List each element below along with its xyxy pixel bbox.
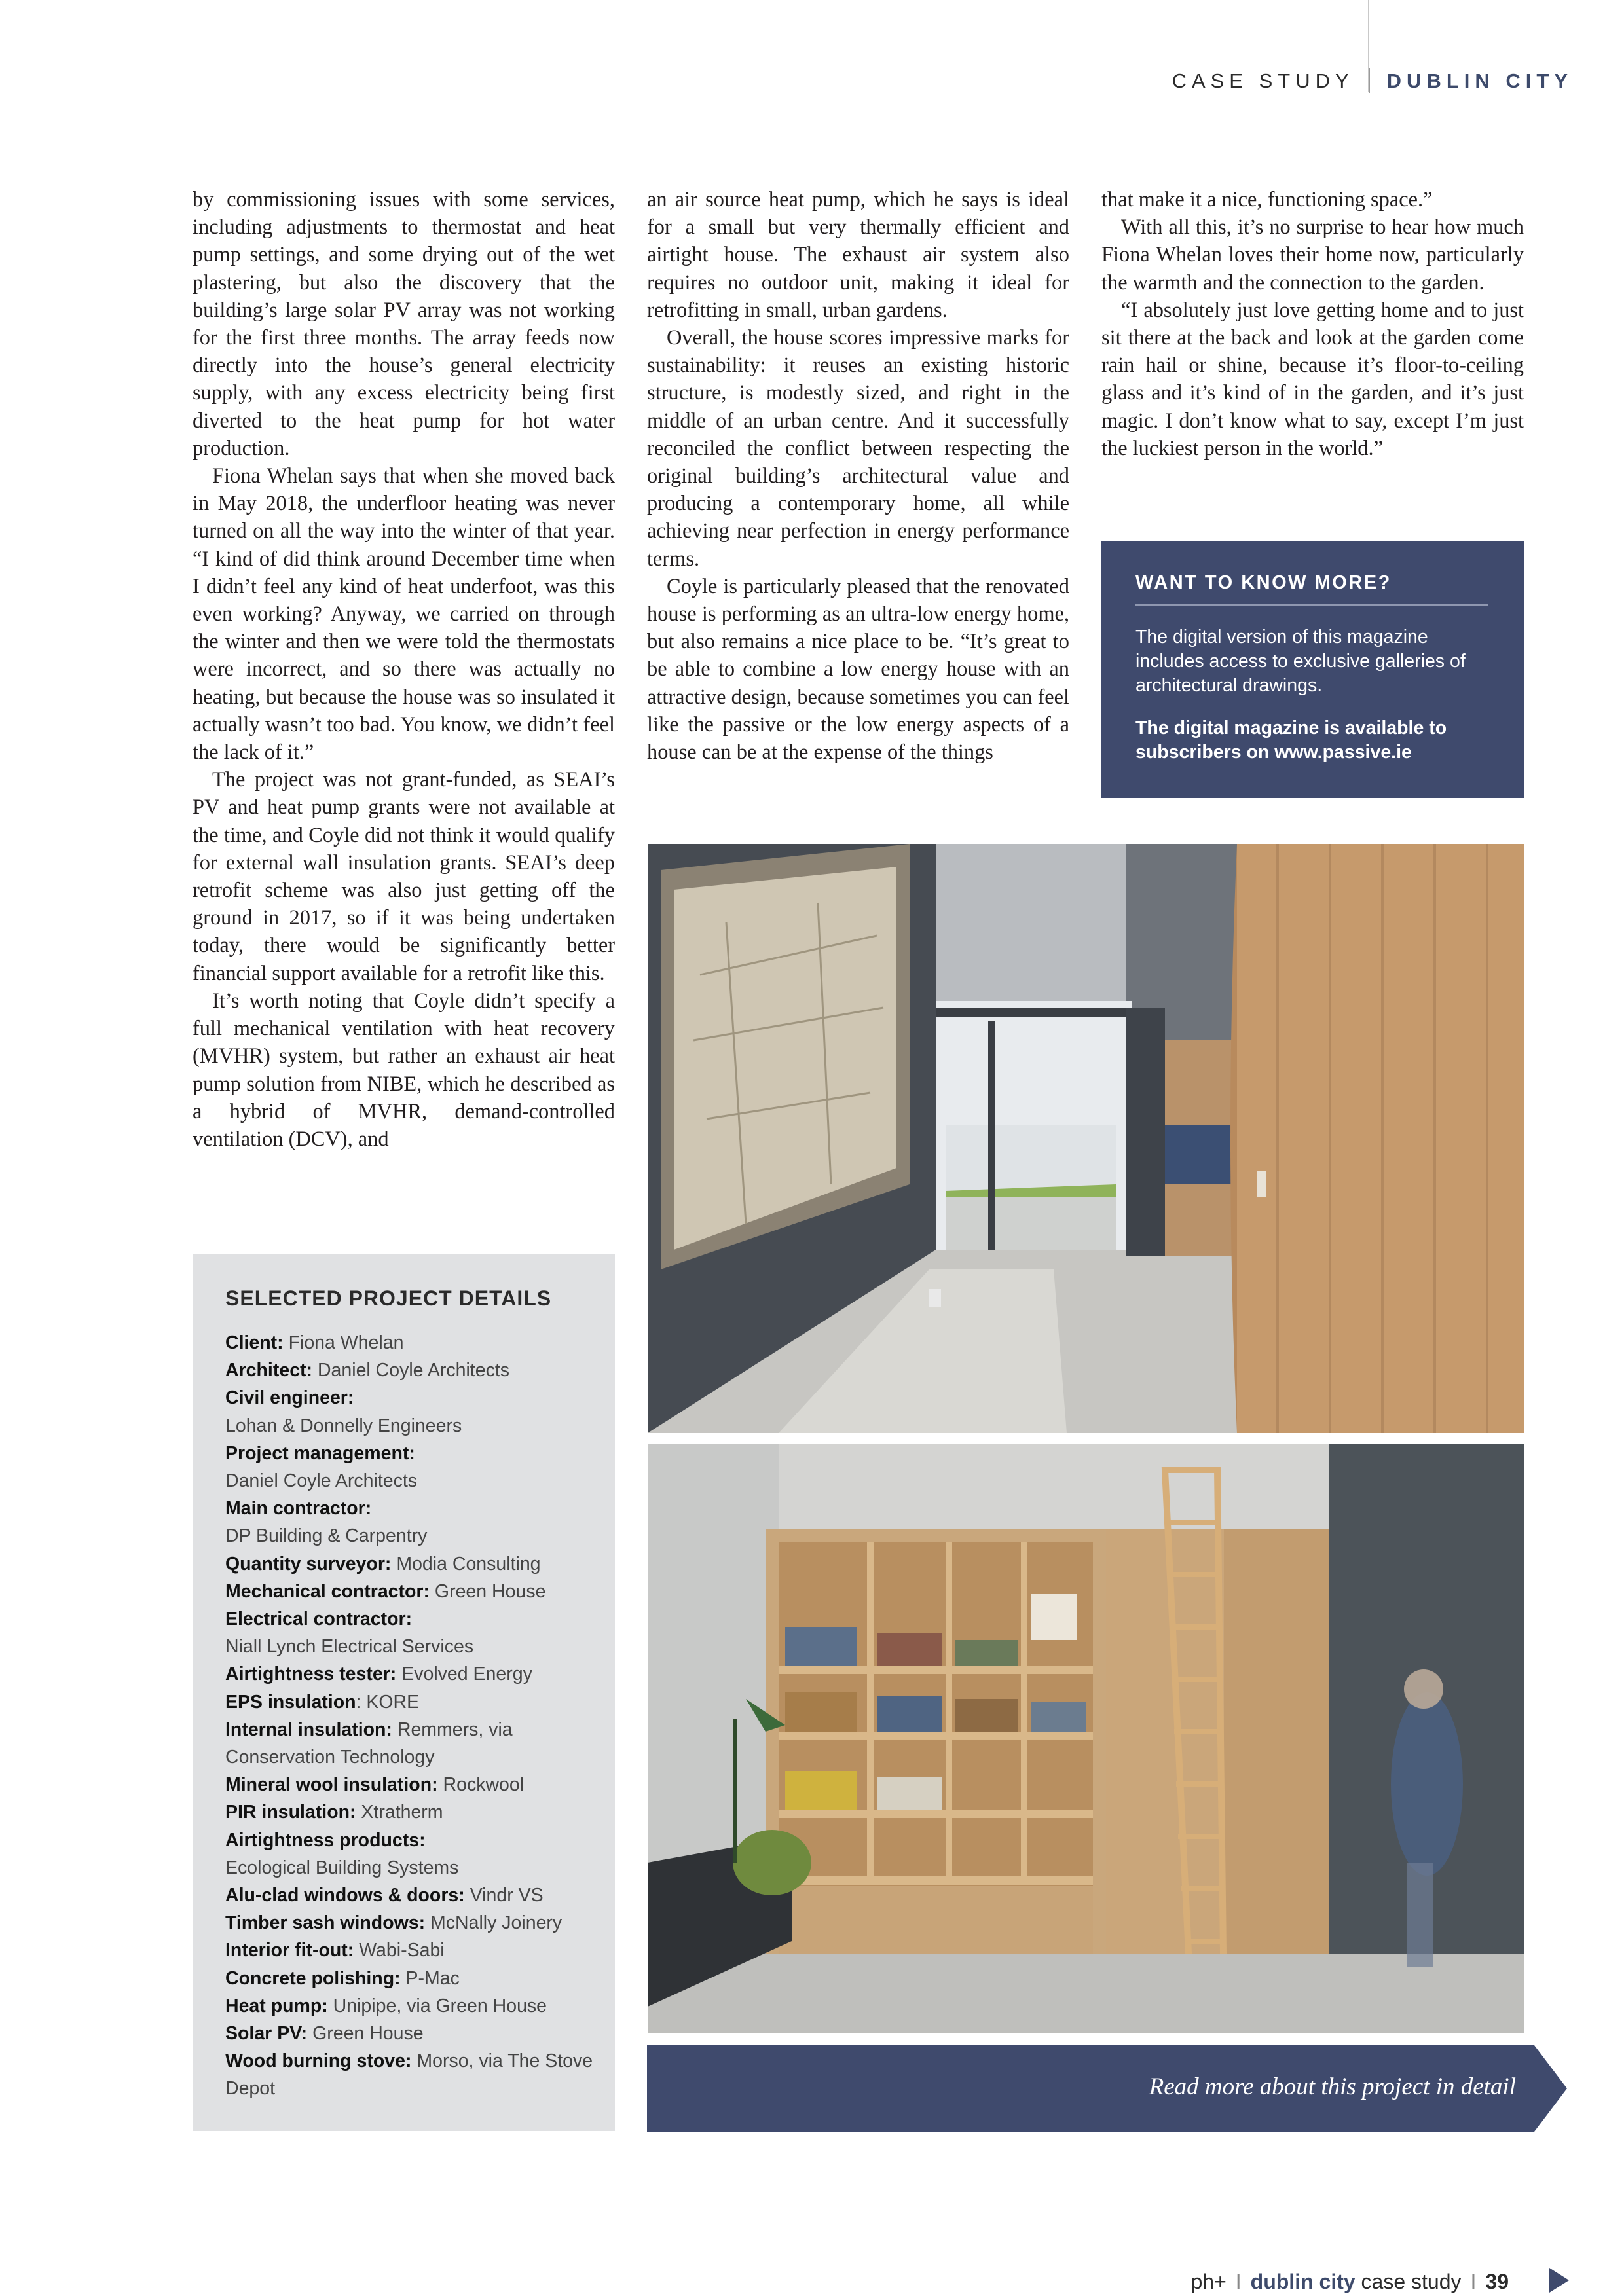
article-column-2 xyxy=(647,186,1069,766)
detail-row: Mechanical contractor: Green House xyxy=(225,1580,546,1602)
detail-row: Airtightness tester: Evolved Energy xyxy=(225,1664,532,1685)
detail-row: Alu-clad windows & doors: Vindr VS xyxy=(225,1885,544,1906)
info-box-subscribe-text: The digital magazine is available to subscribers on www.passive.ie xyxy=(1135,718,1447,763)
detail-row: Project management: Daniel Coyle Architects xyxy=(225,1442,418,1492)
paragraph: Coyle is particularly pleased that the renovated house is performing as an ultra-low energy home, but also remains a nice place to be. “It’s great to be able to combine a low energy house with an attractive design, because sometimes you can feel like the passive or the low energy aspects of a house can be at the expense of the things xyxy=(647,574,1069,765)
paragraph: by commissioning issues with some services, including adjustments to thermostat and heat pump settings, and some drying out of the wet plastering, but also the discovery that the building’s large solar PV array was not working for the first three months. The array feeds now directly into the house’s general electricity supply, with any excess electricity being first diverted to the heat pump for hot water production. xyxy=(193,188,615,460)
hallway-photo xyxy=(648,844,1524,1433)
detail-row: Timber sash windows: McNally Joinery xyxy=(225,1912,563,1934)
page-footer xyxy=(1190,2270,1509,2294)
paragraph: “I absolutely just love getting home and to just sit there at the back and look at the garden come rain hail or shine, because it’s floor-to-ceiling glass and it’s kind of in the garden, and it’s just magic. I don’t know what to say, except I’m just the luckiest person in the world.” xyxy=(1101,298,1524,460)
paragraph: It’s worth noting that Coyle didn’t specify a full mechanical ventilation with heat recovery (MVHR) system, but rather an exhaust air heat pump solution from NIBE, which he described as a hybrid of MVHR, demand-controlled ventilation (DCV), and xyxy=(193,989,615,1151)
article-column-3 xyxy=(1101,186,1524,462)
paragraph: The project was not grant-funded, as SEAI’s PV and heat pump grants were not available at the time, and Coyle did not think it would qualify for external wall insulation grants. SEAI’s deep retrofit scheme was also just getting off the ground in 2017, so if it was being undertaken today, there would be significantly better financial support available for a retrofit like this. xyxy=(193,768,615,985)
detail-row: Heat pump: Unipipe, via Green House xyxy=(225,1995,547,2016)
location-label: DUBLIN CITY xyxy=(1386,69,1573,92)
info-box-text: The digital version of this magazine includes access to exclusive galleries of architectural drawings. xyxy=(1135,627,1466,696)
page-number: 39 xyxy=(1485,2270,1509,2293)
project-details-title: SELECTED PROJECT DETAILS xyxy=(225,1286,552,1310)
footer-separator: I xyxy=(1235,2270,1242,2293)
detail-row: Electrical contractor: Niall Lynch Electrical Services xyxy=(225,1609,474,1658)
article-column-1 xyxy=(193,186,615,1153)
want-to-know-more-box xyxy=(1101,541,1524,798)
detail-row: Concrete polishing: P-Mac xyxy=(225,1967,460,1989)
paragraph: With all this, it’s no surprise to hear how much Fiona Whelan loves their home now, particularly the warmth and the connection to the garden. xyxy=(1101,215,1524,295)
running-header xyxy=(1172,68,1573,93)
detail-row: Architect: Daniel Coyle Architects xyxy=(225,1360,509,1381)
play-triangle-icon xyxy=(1549,2268,1569,2293)
detail-row: Solar PV: Green House xyxy=(225,2023,424,2045)
info-box-rule xyxy=(1135,604,1488,606)
footer-label: case study xyxy=(1361,2270,1462,2293)
section-label: CASE STUDY xyxy=(1172,69,1354,92)
detail-row: Main contractor: DP Building & Carpentry xyxy=(225,1498,428,1547)
detail-row: Client: Fiona Whelan xyxy=(225,1332,404,1353)
paragraph: that make it a nice, functioning space.” xyxy=(1101,188,1433,211)
project-details-box xyxy=(193,1254,615,2131)
bookcase-illustration xyxy=(648,1444,1524,2033)
hallway-illustration xyxy=(648,844,1524,1433)
detail-row: Wood burning stove: Morso, via The Stove Depot xyxy=(225,2050,593,2100)
footer-city: dublin city xyxy=(1250,2270,1356,2293)
detail-row: Internal insulation: Remmers, via Conservation Technology xyxy=(225,1719,513,1768)
detail-row: Civil engineer: Lohan & Donnelly Engineers xyxy=(225,1387,462,1436)
paragraph: Overall, the house scores impressive marks for sustainability: it reuses an existing historic structure, is modestly sized, and right in the middle of an urban centre. And it successfully reconciled the conflict between respecting the original building’s architectural value and producing a contemporary home, all while achieving near perfection in energy performance terms. xyxy=(647,326,1069,571)
detail-row: Quantity surveyor: Modia Consulting xyxy=(225,1553,541,1575)
bookcase-photo xyxy=(648,1444,1524,2033)
detail-row: Interior fit-out: Wabi-Sabi xyxy=(225,1940,445,1961)
paragraph: an air source heat pump, which he says is ideal for a small but very thermally efficient and airtight house. The exhaust air system also requires no outdoor unit, making it ideal for retrofitting in small, urban gardens. xyxy=(647,188,1069,322)
header-separator xyxy=(1369,68,1370,93)
paragraph: Fiona Whelan says that when she moved back in May 2018, the underfloor heating was never turned on all the way into the winter of that year. “I kind of did think around December time when I didn’t feel any kind of heat underfoot, was this even working? Anyway, we carried on through the winter and then we were told the thermostats were incorrect, and so there was actually no heating, but because the house was so insulated it actually wasn’t too bad. You know, we didn’t feel the lack of it.” xyxy=(193,464,615,765)
footer-brand: ph+ xyxy=(1190,2270,1227,2293)
detail-row: Airtightness products: Ecological Building Systems xyxy=(225,1829,459,1878)
detail-row: PIR insulation: Xtratherm xyxy=(225,1802,443,1823)
read-more-banner[interactable] xyxy=(647,2045,1567,2132)
read-more-link[interactable]: Read more about this project in detail xyxy=(1149,2073,1516,2100)
detail-row: Mineral wool insulation: Rockwool xyxy=(225,1774,525,1796)
detail-row: EPS insulation: KORE xyxy=(225,1691,420,1713)
info-box-title: WANT TO KNOW MORE? xyxy=(1135,572,1392,593)
footer-separator: I xyxy=(1470,2270,1477,2293)
